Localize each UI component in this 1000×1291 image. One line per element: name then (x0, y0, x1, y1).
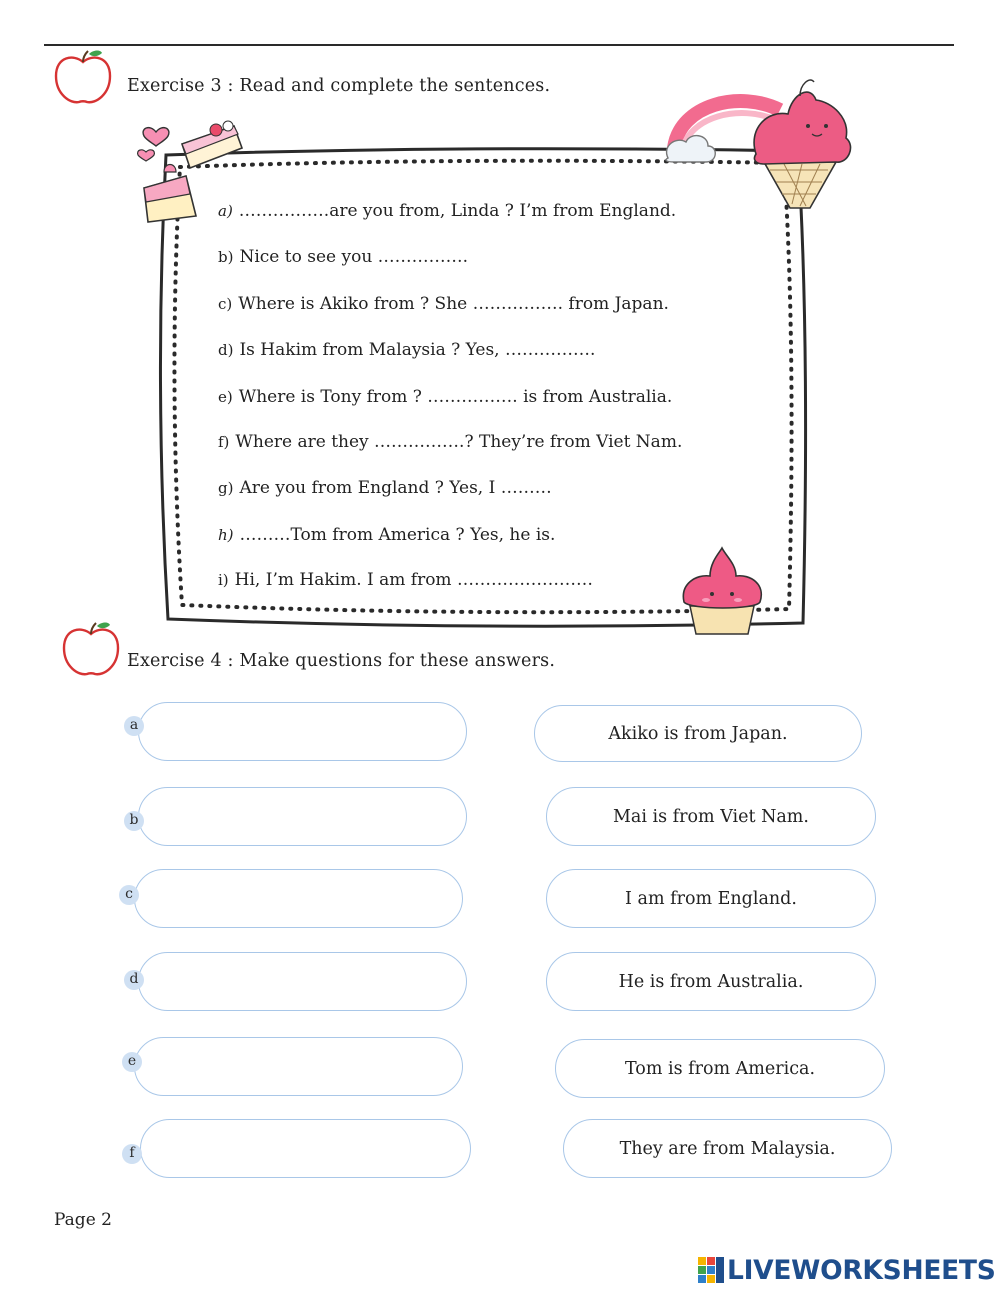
question-input-c[interactable] (168, 893, 434, 929)
sentence-text: Where are they …………….? They’re from Viet Nam. (235, 432, 683, 452)
question-input-f[interactable] (174, 1143, 441, 1179)
sentence-f (218, 432, 682, 452)
sentence-text: Is Hakim from Malaysia ? Yes, ……………. (239, 340, 596, 360)
sentence-text: Where is Akiko from ? She ……………. from Japan. (238, 294, 669, 314)
sentence-text: Are you from England ? Yes, I ……… (239, 478, 552, 498)
sentence-text: Where is Tony from ? ……………. is from Australia. (238, 387, 673, 407)
liveworksheets-logo[interactable] (698, 1255, 996, 1285)
sentence-g (218, 478, 552, 498)
sentence-text: Nice to see you ……………. (239, 247, 469, 267)
top-divider (44, 44, 954, 46)
sentence-label: g) (218, 479, 234, 497)
sentence-label: a) (218, 202, 233, 220)
rainbow-ice-cream-icon (660, 74, 860, 214)
sentence-text: Hi, I’m Hakim. I am from …………………… (234, 570, 593, 590)
sentence-a (218, 201, 676, 221)
question-box-d[interactable] (138, 952, 467, 1011)
sentence-i (218, 570, 593, 590)
answer-text: He is from Australia. (618, 971, 804, 992)
sentence-label: d) (218, 341, 234, 359)
sentence-d (218, 340, 595, 360)
question-box-c[interactable] (134, 869, 463, 928)
question-input-d[interactable] (172, 976, 438, 1012)
answer-text: They are from Malaysia. (619, 1138, 836, 1159)
exercise4-title: Exercise 4 : Make questions for these answers. (127, 651, 556, 671)
row-letter-badge: f (122, 1144, 142, 1164)
row-letter-badge: e (122, 1052, 142, 1072)
sentence-c (218, 294, 669, 314)
answer-box-c (546, 869, 876, 928)
answer-box-e (555, 1039, 885, 1098)
apple-icon (52, 48, 114, 106)
row-letter-badge: a (124, 716, 144, 736)
question-input-b[interactable] (172, 811, 438, 847)
row-letter-badge: d (124, 970, 144, 990)
answer-box-b (546, 787, 876, 846)
answer-box-a (534, 705, 862, 762)
page-number: Page 2 (54, 1210, 112, 1230)
exercise3-title: Exercise 3 : Read and complete the sentences. (127, 76, 551, 96)
liveworksheets-logo-icon (698, 1257, 724, 1283)
answer-text: Tom is from America. (624, 1058, 816, 1079)
answer-text: I am from England. (625, 888, 797, 909)
sentence-label: h) (218, 526, 234, 544)
question-box-f[interactable] (140, 1119, 471, 1178)
cupcake-icon (676, 544, 768, 636)
question-input-a[interactable] (172, 726, 438, 762)
sentence-label: i) (218, 571, 229, 589)
question-box-a[interactable] (138, 702, 467, 761)
sentence-label: b) (218, 248, 234, 266)
question-box-b[interactable] (138, 787, 467, 846)
brand-name: LIVEWORKSHEETS (727, 1254, 996, 1286)
answer-text: Mai is from Viet Nam. (613, 806, 809, 827)
row-letter-badge: c (119, 885, 139, 905)
sentence-e (218, 387, 672, 407)
question-input-e[interactable] (168, 1061, 434, 1097)
row-letter-badge: b (124, 811, 144, 831)
question-box-e[interactable] (134, 1037, 463, 1096)
answer-box-d (546, 952, 876, 1011)
sentence-b (218, 247, 468, 267)
answer-text: Akiko is from Japan. (608, 723, 788, 744)
sentence-label: e) (218, 388, 233, 406)
sentence-text: ………Tom from America ? Yes, he is. (239, 525, 556, 545)
answer-box-f (563, 1119, 892, 1178)
sentence-label: c) (218, 295, 233, 313)
apple-icon (60, 620, 122, 678)
sentence-h (218, 525, 555, 545)
sentence-label: f) (218, 433, 230, 451)
sentence-text: …………….are you from, Linda ? I’m from England. (238, 201, 677, 221)
